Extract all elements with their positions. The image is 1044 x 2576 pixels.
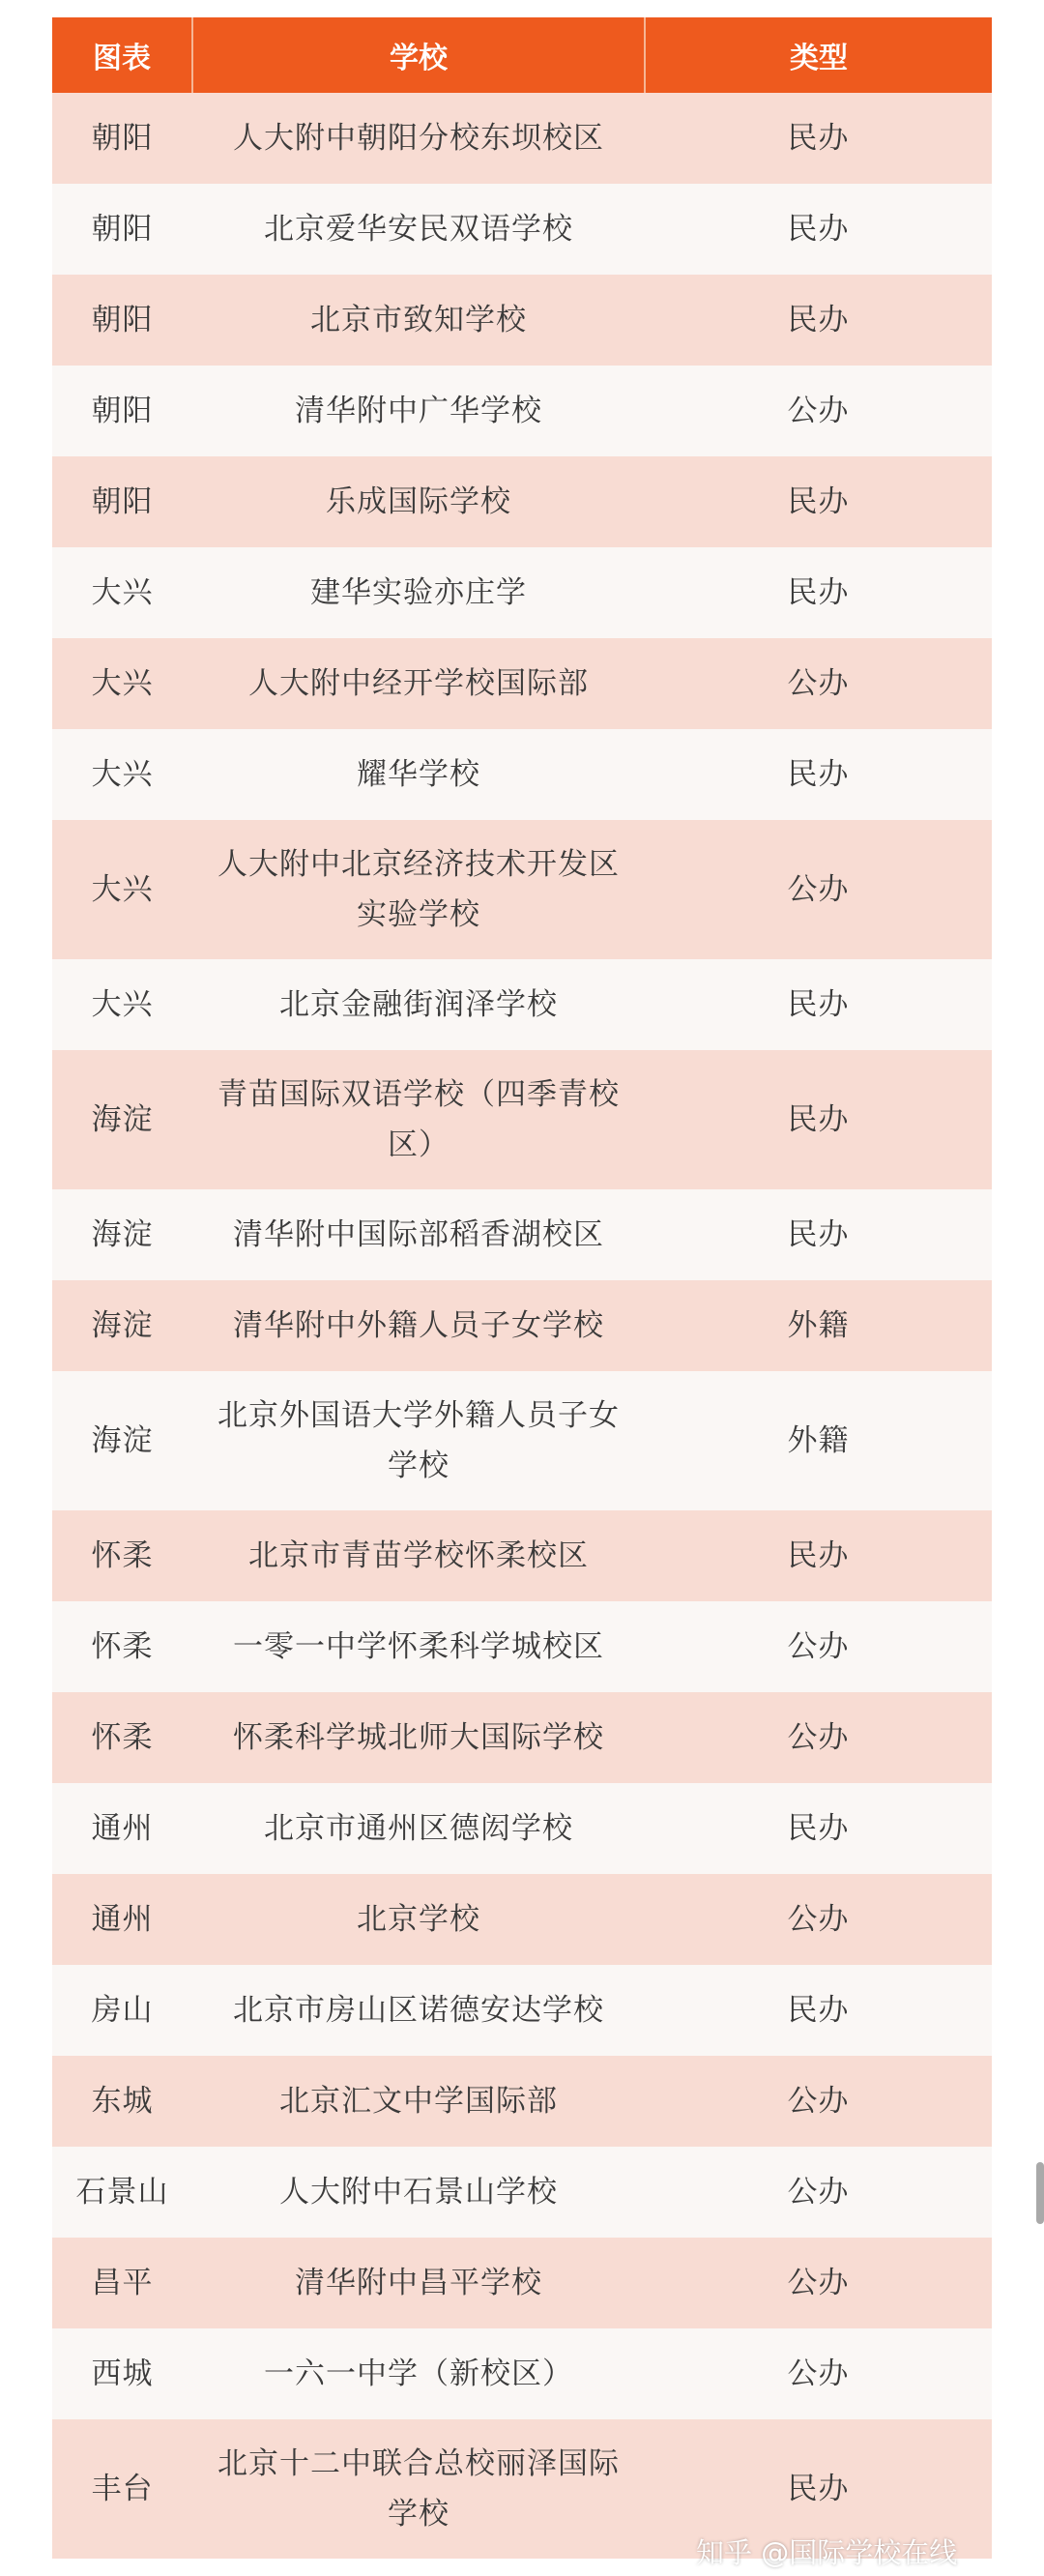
cell-school: 北京市房山区诺德安达学校 <box>192 1965 645 2056</box>
cell-type: 公办 <box>645 366 992 456</box>
cell-type: 民办 <box>645 1510 992 1601</box>
cell-district: 海淀 <box>52 1371 192 1510</box>
cell-type: 民办 <box>645 456 992 547</box>
cell-type: 公办 <box>645 638 992 729</box>
cell-school: 人大附中北京经济技术开发区实验学校 <box>192 820 645 959</box>
table-row <box>52 275 992 366</box>
table-row <box>52 2328 992 2419</box>
table-row <box>52 1692 992 1783</box>
cell-school: 青苗国际双语学校（四季青校区） <box>192 1050 645 1189</box>
cell-type: 民办 <box>645 275 992 366</box>
cell-type: 公办 <box>645 2056 992 2147</box>
table-row <box>52 2056 992 2147</box>
cell-school: 一六一中学（新校区） <box>192 2328 645 2419</box>
cell-school: 建华实验亦庄学 <box>192 547 645 638</box>
cell-school: 北京十二中联合总校丽泽国际学校 <box>192 2419 645 2559</box>
table-row <box>52 1050 992 1189</box>
cell-district: 通州 <box>52 1874 192 1965</box>
cell-type: 公办 <box>645 1874 992 1965</box>
table-row <box>52 1510 992 1601</box>
table-row <box>52 1189 992 1280</box>
table-row <box>52 1371 992 1510</box>
table-row <box>52 1965 992 2056</box>
cell-type: 民办 <box>645 1783 992 1874</box>
cell-district: 朝阳 <box>52 93 192 184</box>
table-row <box>52 366 992 456</box>
cell-district: 大兴 <box>52 820 192 959</box>
cell-district: 大兴 <box>52 729 192 820</box>
cell-district: 怀柔 <box>52 1692 192 1783</box>
cell-school: 北京市通州区德闳学校 <box>192 1783 645 1874</box>
cell-school: 人大附中朝阳分校东坝校区 <box>192 93 645 184</box>
cell-type: 民办 <box>645 547 992 638</box>
cell-school: 怀柔科学城北师大国际学校 <box>192 1692 645 1783</box>
cell-type: 民办 <box>645 729 992 820</box>
cut-off-caption <box>68 2564 118 2576</box>
table-header <box>52 17 992 93</box>
table-body <box>52 93 992 2559</box>
watermark: 知乎 @国际学校在线 <box>696 2536 958 2569</box>
table-row <box>52 2147 992 2238</box>
cell-school: 乐成国际学校 <box>192 456 645 547</box>
cell-school: 一零一中学怀柔科学城校区 <box>192 1601 645 1692</box>
cell-district: 大兴 <box>52 547 192 638</box>
cell-district: 东城 <box>52 2056 192 2147</box>
cell-district: 西城 <box>52 2328 192 2419</box>
table-row <box>52 456 992 547</box>
table-row <box>52 1601 992 1692</box>
cell-type: 公办 <box>645 1692 992 1783</box>
cell-district: 朝阳 <box>52 184 192 275</box>
cell-type: 民办 <box>645 2419 992 2559</box>
header-type: 类型 <box>645 17 992 93</box>
cell-type: 公办 <box>645 2238 992 2328</box>
cell-school: 耀华学校 <box>192 729 645 820</box>
cell-type: 公办 <box>645 820 992 959</box>
cell-type: 民办 <box>645 1965 992 2056</box>
cell-district: 房山 <box>52 1965 192 2056</box>
cell-district: 海淀 <box>52 1189 192 1280</box>
table-row <box>52 959 992 1050</box>
cell-school: 清华附中广华学校 <box>192 366 645 456</box>
table-row <box>52 1280 992 1371</box>
cell-type: 民办 <box>645 1050 992 1189</box>
cell-district: 大兴 <box>52 638 192 729</box>
cell-type: 民办 <box>645 93 992 184</box>
cell-district: 海淀 <box>52 1050 192 1189</box>
cell-school: 北京汇文中学国际部 <box>192 2056 645 2147</box>
table-row <box>52 638 992 729</box>
cell-type: 民办 <box>645 959 992 1050</box>
cell-district: 丰台 <box>52 2419 192 2559</box>
scrollbar-thumb[interactable] <box>1036 2162 1044 2224</box>
cell-school: 人大附中石景山学校 <box>192 2147 645 2238</box>
cell-school: 北京市青苗学校怀柔校区 <box>192 1510 645 1601</box>
cell-school: 北京学校 <box>192 1874 645 1965</box>
cell-school: 人大附中经开学校国际部 <box>192 638 645 729</box>
header-school: 学校 <box>192 17 645 93</box>
header-row <box>52 17 992 93</box>
table-row <box>52 2238 992 2328</box>
cell-type: 公办 <box>645 2147 992 2238</box>
cell-type: 民办 <box>645 184 992 275</box>
cell-school: 清华附中国际部稻香湖校区 <box>192 1189 645 1280</box>
cell-type: 民办 <box>645 1189 992 1280</box>
table-row <box>52 729 992 820</box>
cell-school: 北京爱华安民双语学校 <box>192 184 645 275</box>
header-district: 图表 <box>52 17 192 93</box>
cell-district: 昌平 <box>52 2238 192 2328</box>
cell-district: 朝阳 <box>52 275 192 366</box>
cell-district: 大兴 <box>52 959 192 1050</box>
table-row <box>52 547 992 638</box>
cell-type: 外籍 <box>645 1280 992 1371</box>
table-row <box>52 184 992 275</box>
cell-district: 怀柔 <box>52 1510 192 1601</box>
cell-school: 北京外国语大学外籍人员子女学校 <box>192 1371 645 1510</box>
table-row <box>52 1874 992 1965</box>
cell-school: 清华附中外籍人员子女学校 <box>192 1280 645 1371</box>
table-row <box>52 93 992 184</box>
cell-type: 公办 <box>645 2328 992 2419</box>
table-row <box>52 1783 992 1874</box>
cell-district: 海淀 <box>52 1280 192 1371</box>
cell-district: 通州 <box>52 1783 192 1874</box>
cell-district: 石景山 <box>52 2147 192 2238</box>
cell-district: 朝阳 <box>52 366 192 456</box>
cell-school: 清华附中昌平学校 <box>192 2238 645 2328</box>
table-row <box>52 820 992 959</box>
school-table <box>52 17 992 2559</box>
school-table-container <box>52 17 992 2559</box>
cell-district: 怀柔 <box>52 1601 192 1692</box>
cell-school: 北京金融街润泽学校 <box>192 959 645 1050</box>
cell-school: 北京市致知学校 <box>192 275 645 366</box>
cell-type: 公办 <box>645 1601 992 1692</box>
cell-type: 外籍 <box>645 1371 992 1510</box>
cell-district: 朝阳 <box>52 456 192 547</box>
